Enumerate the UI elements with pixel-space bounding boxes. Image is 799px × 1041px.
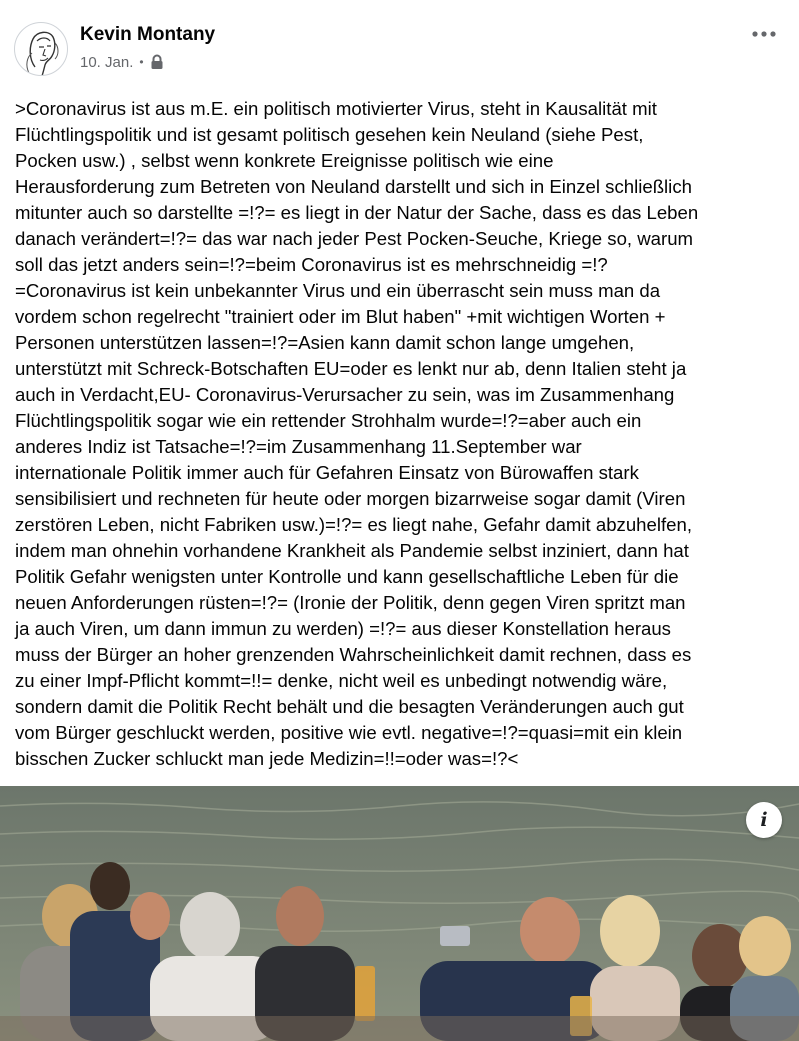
post-text: >Coronavirus ist aus m.E. ein politisch motivierter Virus, steht in Kausalität mit Flüchtlingspolitik und ist gesamt politisch gesehen kein Neuland (siehe Pest, Pocken usw.) , selbst wenn konkrete Ereignisse politisch wie eine Herausforderung zum Betreten von Neuland darstellt und sich in Einzel schließlich mitunter auch so darstellte =!?= es liegt in der Natur der Sache, dass es das Leben danach verändert=!?= das war nach jeder Pest Pocken-Seuche, Kriege so, warum soll das jetzt anders sein=!?=beim Coronavirus ist es mehrschneidig =!? =Coronavirus ist kein unbekannter Virus und ein überrascht sein muss man da vordem schon regelrecht "trainiert oder im Blut haben" +mit wichtigen Worten + Personen unterstützen lassen=!?=Asien kann damit schon lange umgehen, unterstützt mit Schreck-Botschaften EU=oder es lenkt nur ab, denn Italien steht ja auch in Verdacht,EU- Coronavirus-Verursacher zu sein, was im Zusammenhang Flüchtlingspolitik sogar wie ein rettender Strohhalm wurde=!?=aber auch ein anderes Indiz ist Tatsache=!?=im Zusammenhang 11.September war internationale Politik immer auch für Gefahren Einsatz von Bürowaffen stark sensibilisiert und rechneten für heute oder morgen bizarrweise sogar damit (Viren zerstören Leben, nicht Fabriken usw.)=!?= es liegt nahe, Gefahr damit abzuhelfen, indem man ohnehin vorhandene Krankheit als Pandemie selbst inziniert, dann hat Politik Gefahr wenigsten unter Kontrolle und kann gesellschaftliche Leben für die neuen Anforderungen rüsten=!?= (Ironie der Politik, denn gegen Viren spritzt man ja auch Viren, um dann immun zu werden) =!?= aus dieser Konstellation heraus muss der Bürger an hoher grenzenden Wahrscheinlichkeit damit rechnen, dass es zu einer Impf-Pflicht kommt=!!= denke, nicht weil es unbedingt notwendig wäre, sondern damit die Politik Recht behält und die besagten Veränderungen auch gut vom Bürger geschluckt werden, positive wie evtl. negative=!?=quasi=mit ein klein bisschen Zucker schluckt man jede Medizin=!!=oder was=!?< (15, 98, 699, 769)
info-icon: i (760, 809, 768, 831)
post-date[interactable]: 10. Jan. (80, 53, 134, 71)
lock-icon (150, 54, 164, 70)
info-button[interactable] (746, 802, 782, 838)
more-options-button[interactable] (748, 24, 780, 44)
meta-separator: • (139, 55, 144, 69)
post-header (0, 0, 799, 88)
author-avatar[interactable] (14, 22, 68, 76)
post-meta (80, 52, 164, 72)
more-horizontal-icon (752, 31, 776, 37)
avatar-sketch-icon (15, 23, 68, 76)
author-name[interactable]: Kevin Montany (80, 24, 216, 45)
photo-illustration (0, 786, 799, 1041)
post-photo[interactable] (0, 786, 799, 1041)
